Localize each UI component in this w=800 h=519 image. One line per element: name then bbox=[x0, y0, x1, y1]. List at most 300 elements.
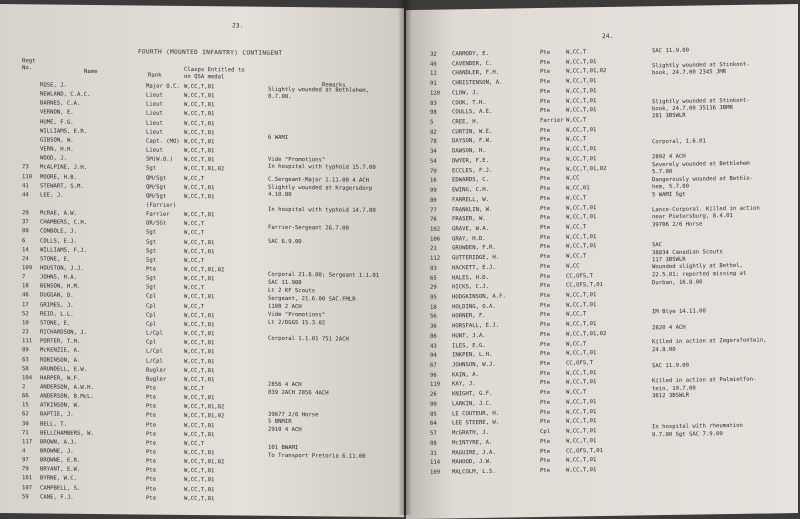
cell-name: CAMPBELL, S. bbox=[40, 485, 81, 492]
remark-line: 38834 Canadian Scouts bbox=[652, 249, 723, 257]
cell-name: WILLIAMS, E.R. bbox=[40, 128, 88, 135]
cell-clasps: W,CC,T bbox=[184, 175, 205, 182]
cell-name: LEE STEERE, W. bbox=[452, 420, 500, 427]
cell-clasps: W,CC,T bbox=[184, 303, 205, 310]
cell-clasps: W,CC,T bbox=[566, 253, 587, 260]
cell-rank: Pte bbox=[146, 467, 157, 474]
remark-line: 6 WAMI bbox=[268, 134, 289, 142]
cell-name: ROSE, J. bbox=[40, 82, 67, 89]
cell-rank: Pte bbox=[540, 224, 551, 232]
cell-clasps: W,CC,T,01 bbox=[566, 88, 597, 95]
cell-name: PORTER, T.H. bbox=[40, 338, 81, 346]
remark-line: Slightly wounded at Bethlehem, bbox=[268, 86, 370, 94]
cell-rank: Pte bbox=[540, 273, 551, 280]
cell-clasps: W,CC,T,01 bbox=[566, 457, 597, 464]
cell-rank: Pte bbox=[540, 244, 551, 251]
cell-clasps: W,CC,T,01 bbox=[184, 495, 215, 502]
remark-line: 117 3BSWLR bbox=[652, 256, 686, 264]
cell-clasps: W,CC,T,01 bbox=[184, 468, 215, 475]
cell-name: CARMODY, E. bbox=[452, 50, 490, 58]
cell-name: CHRISTENSON, A. bbox=[452, 79, 503, 87]
cell-regt-no: 14 bbox=[22, 246, 29, 253]
cell-regt-no: 6 bbox=[22, 237, 26, 244]
cell-rank: Pte bbox=[146, 476, 157, 484]
remark-line: book, 24.7.00 2345 JMR bbox=[652, 69, 727, 77]
right-page bbox=[406, 4, 798, 519]
remark-line: SAC bbox=[652, 242, 663, 249]
cell-regt-no: 29 bbox=[430, 284, 437, 292]
remark-line: 39677 2/6 Horse bbox=[268, 411, 319, 419]
cell-regt-no: 7 bbox=[22, 274, 26, 281]
cell-regt-no: 110 bbox=[22, 173, 33, 180]
cell-regt-no: 91 bbox=[430, 80, 437, 87]
cell-clasps: W,CC,T,01 bbox=[184, 102, 215, 109]
cell-name: McRAE, A.W. bbox=[40, 210, 78, 217]
cell-regt-no: 15 bbox=[22, 402, 29, 409]
cell-name: CANE, F.J. bbox=[40, 494, 74, 501]
cell-clasps: W,CC,T,01 bbox=[184, 431, 215, 438]
remark-line: Corporal 1.1.01 751 2ACH bbox=[268, 335, 349, 343]
cell-regt-no: 95 bbox=[430, 294, 437, 301]
cell-regt-no: 24 bbox=[22, 256, 29, 263]
remark-line: Lt 2 KF Scouts bbox=[268, 287, 316, 295]
cell-rank: Pte bbox=[540, 419, 551, 426]
cell-regt-no: 104 bbox=[22, 375, 33, 382]
cell-clasps: W,CC,T,01 bbox=[184, 193, 215, 201]
cell-rank: Pte bbox=[146, 394, 157, 401]
remark-line: Slightly wounded at Kragersdorp bbox=[268, 184, 373, 192]
cell-rank: Pte bbox=[540, 98, 551, 105]
cell-name: KAY, J. bbox=[452, 381, 476, 388]
cell-regt-no: 90 bbox=[430, 401, 437, 408]
cell-name: MAGUIRE, J.A. bbox=[452, 449, 496, 456]
cell-clasps: W,CC,T,01 bbox=[184, 358, 215, 365]
cell-clasps: W,CC,T bbox=[184, 230, 205, 237]
cell-clasps: W,CC,T,01,02 bbox=[566, 165, 607, 173]
cell-name: WOOD, J. bbox=[40, 155, 67, 162]
cell-clasps: W,CC bbox=[566, 263, 580, 270]
cell-rank: Pte bbox=[540, 263, 551, 270]
cell-regt-no: 34 bbox=[430, 148, 437, 155]
cell-clasps: W,CC,T,01 bbox=[184, 449, 215, 457]
remark-line: 3612 3BSWLR bbox=[652, 392, 690, 400]
remark-line: book, 24.7.00 35116 3BMR bbox=[652, 105, 733, 113]
remark-line: 101 BWAMI bbox=[268, 444, 299, 452]
cell-name: BELL, T. bbox=[40, 420, 67, 428]
cell-name: HUNT, J.A. bbox=[452, 332, 486, 340]
remark-line: IM Blye 14.11.00 bbox=[652, 308, 706, 316]
cell-clasps: W,CC,T,01,02 bbox=[184, 404, 225, 411]
remark-line: 8.7.00. bbox=[268, 93, 292, 101]
cell-regt-no: 57 bbox=[430, 430, 437, 437]
cell-name: BARNES, C.A. bbox=[40, 100, 81, 108]
remark-line: 5 BNMIR bbox=[268, 418, 292, 426]
cell-clasps: W,CC,T,01 bbox=[566, 243, 597, 251]
cell-regt-no: 56 bbox=[430, 314, 437, 321]
cell-name: GIBSON, W. bbox=[40, 137, 74, 144]
cell-regt-no: 18 bbox=[430, 304, 437, 311]
cell-rank: SM(W.O.) bbox=[146, 156, 173, 163]
cell-clasps: W,CC,T,01,02 bbox=[184, 413, 225, 420]
cell-rank: (Farrier) bbox=[146, 202, 177, 209]
cell-rank: Pte bbox=[540, 254, 551, 261]
cell-clasps: W,CC,T,01 bbox=[184, 486, 215, 493]
cell-clasps: W,CC,T,01 bbox=[184, 111, 215, 118]
remark-line: 2910 4 ACH bbox=[268, 426, 302, 434]
cell-clasps: W,CC bbox=[566, 175, 580, 183]
cell-name: VERNON, E. bbox=[40, 109, 74, 117]
cell-rank: L/Cpl bbox=[146, 348, 163, 356]
cell-rank: Pte bbox=[146, 495, 157, 502]
cell-clasps: W,CC,T,01 bbox=[566, 369, 597, 377]
cell-name: EWING, C.H. bbox=[452, 186, 490, 194]
cell-regt-no: 58 bbox=[22, 365, 29, 372]
cell-clasps: W,CC,T,01 bbox=[184, 138, 215, 146]
cell-regt-no: 63 bbox=[22, 356, 29, 363]
cell-regt-no: 117 bbox=[22, 439, 33, 446]
cell-rank: Cpl bbox=[146, 321, 157, 328]
cell-clasps: W,CC,T,01 bbox=[184, 477, 215, 484]
cell-rank: Pte bbox=[146, 431, 157, 438]
cell-clasps: W,CC,T,01 bbox=[184, 367, 215, 374]
cell-regt-no: 80 bbox=[430, 197, 437, 204]
cell-regt-no: 67 bbox=[430, 362, 437, 369]
cell-rank: Pte bbox=[540, 341, 551, 348]
remark-line: 1108 2 ACH bbox=[268, 303, 302, 311]
cell-rank: Pte bbox=[146, 422, 157, 429]
cell-rank: Pte bbox=[540, 59, 551, 66]
book-gutter bbox=[398, 0, 412, 515]
cell-name: GRAVE, W.A. bbox=[452, 225, 490, 233]
cell-clasps: W,CC,T,01 bbox=[184, 276, 215, 283]
cell-name: LARKIN, J.C. bbox=[452, 400, 493, 408]
cell-regt-no: 111 bbox=[22, 338, 33, 345]
cell-clasps: W,CC,T,01 bbox=[566, 214, 597, 221]
cell-clasps: W,CC,T,01 bbox=[566, 126, 597, 134]
cell-rank: Lieut bbox=[146, 101, 163, 109]
cell-clasps: W,CC,T bbox=[566, 224, 587, 231]
cell-rank: Pte bbox=[540, 234, 551, 241]
cell-clasps: W,CC,T,01 bbox=[184, 422, 215, 429]
remark-line: Vide "Promotions" bbox=[268, 311, 326, 319]
cell-rank: Sgt bbox=[146, 248, 157, 255]
cell-name: ILES, E.G. bbox=[452, 342, 486, 350]
cell-rank: Pte bbox=[146, 440, 157, 447]
remark-line: 2892 4 ACH bbox=[652, 153, 686, 161]
cell-name: BROWNE, E.R. bbox=[40, 457, 81, 464]
cell-rank: Sgt bbox=[146, 257, 157, 264]
header-no: No. bbox=[22, 65, 33, 72]
cell-rank: Sgt bbox=[146, 229, 157, 237]
cell-name: COULLS, A.E. bbox=[452, 109, 493, 116]
cell-regt-no: 59 bbox=[22, 493, 29, 501]
cell-rank: Pte bbox=[540, 166, 551, 173]
cell-rank: Pte bbox=[540, 302, 551, 309]
cell-name: LE COUTEUR, H. bbox=[452, 410, 500, 418]
header-rank: Rank bbox=[148, 72, 162, 79]
cell-name: FARRELL, W. bbox=[452, 196, 490, 204]
cell-name: McALPINE, J.H. bbox=[40, 164, 88, 172]
header-clasps-sub: on QSA medal bbox=[184, 73, 225, 81]
cell-rank: Sgt bbox=[146, 284, 157, 291]
remark-line: Corporal 21.6.00; Sergeant 1.1.01 bbox=[268, 271, 380, 279]
remark-line: Lance-Corporal. Killed in action bbox=[652, 205, 760, 214]
remark-line: 2856 4 ACH bbox=[268, 381, 302, 389]
cell-rank: Lieut bbox=[146, 147, 163, 154]
cell-name: KNIGHT, G.F. bbox=[452, 390, 493, 398]
cell-clasps: W,CC,T,01 bbox=[566, 78, 597, 85]
cell-clasps: W,CC,T,01 bbox=[184, 184, 215, 191]
cell-rank: Bugler bbox=[146, 376, 167, 383]
cell-rank: Lieut bbox=[146, 110, 163, 118]
cell-clasps: W,CC,T bbox=[566, 389, 587, 396]
cell-regt-no: 31 bbox=[430, 450, 437, 457]
cell-regt-no: 5 bbox=[430, 119, 434, 126]
cell-name: BAPTIE, J. bbox=[40, 411, 74, 419]
cell-regt-no: 83 bbox=[430, 100, 437, 107]
cell-regt-no: 80 bbox=[22, 228, 29, 235]
cell-rank: Capt. (MO) bbox=[146, 138, 180, 145]
cell-clasps: W,CC,T,01 bbox=[566, 399, 597, 406]
cell-name: FRASER, W. bbox=[452, 216, 486, 223]
cell-rank: Cpl bbox=[146, 339, 157, 346]
cell-clasps: W,CC,T,01 bbox=[184, 312, 215, 319]
cell-name: STONE, E. bbox=[40, 256, 71, 263]
cell-name: COLLS, E.J. bbox=[40, 237, 78, 245]
cell-rank: Pte bbox=[540, 467, 551, 475]
cell-regt-no: 102 bbox=[430, 226, 441, 233]
cell-rank: Pte bbox=[540, 79, 551, 86]
cell-rank: Pte bbox=[540, 176, 551, 183]
cell-name: FRANKLIN, W. bbox=[452, 206, 493, 213]
cell-rank: Cpl bbox=[146, 293, 157, 301]
cell-name: JOHNSON, W.J. bbox=[452, 361, 496, 369]
remark-line: Farrier-Sergeant 26.7.00 bbox=[268, 224, 349, 232]
remark-line: Corporal, 1.6.01 bbox=[652, 138, 706, 146]
cell-name: BYRNE, W.C. bbox=[40, 475, 78, 483]
remark-line: 5 WAMI Sgt bbox=[652, 191, 686, 199]
cell-clasps: CC,OFS,T bbox=[566, 272, 593, 280]
cell-rank: Pte bbox=[540, 370, 551, 377]
cell-regt-no: 49 bbox=[430, 61, 437, 68]
cell-rank: Pte bbox=[540, 409, 551, 416]
cell-rank: QM/Sgt bbox=[146, 184, 167, 191]
cell-rank: Pte bbox=[540, 448, 551, 455]
cell-rank: Pte bbox=[540, 185, 551, 193]
cell-rank: Pte bbox=[146, 266, 157, 273]
cell-name: JOHNS, H.A. bbox=[40, 274, 78, 281]
cell-regt-no: 18 bbox=[22, 283, 29, 290]
cell-name: HORSFALL, E.J. bbox=[452, 322, 500, 330]
remark-line: hem, 5.7.00 bbox=[652, 183, 690, 191]
cell-name: ROBINSON, A. bbox=[40, 356, 81, 364]
cell-regt-no: 79 bbox=[22, 466, 29, 473]
cell-clasps: W,CC,T,01,02 bbox=[566, 330, 607, 338]
cell-name: ANDERSON, B.McL. bbox=[40, 393, 94, 401]
cell-clasps: W,CC,T,01 bbox=[184, 349, 215, 356]
cell-name: ANDERSON, A.W.H. bbox=[40, 384, 94, 391]
cell-regt-no: 98 bbox=[430, 109, 437, 117]
cell-regt-no: 70 bbox=[430, 168, 437, 175]
cell-name: CHAMBERS, C.H. bbox=[40, 219, 88, 227]
cell-rank: Pte bbox=[540, 458, 551, 465]
cell-rank: Pte bbox=[540, 137, 551, 144]
cell-clasps: W,CC,T,01 bbox=[566, 418, 597, 426]
cell-rank: Farrier bbox=[146, 211, 170, 218]
header-clasps: Clasps Entitled to bbox=[184, 66, 245, 74]
cell-rank: Pte bbox=[540, 108, 551, 115]
cell-rank: Pte bbox=[540, 331, 551, 338]
remark-line: Sergeant, 21.6.00 SAC.FMLR bbox=[268, 295, 356, 303]
cell-clasps: W,CC,T,01 bbox=[566, 321, 597, 328]
cell-name: BROWNE, J. bbox=[40, 448, 74, 455]
cell-regt-no: 88 bbox=[430, 440, 437, 447]
cell-name: DAWSON, H. bbox=[452, 148, 486, 155]
cell-name: DUGGAN, D. bbox=[40, 292, 74, 300]
remark-line: In hospital with typhoid 15.7.00 bbox=[268, 163, 376, 171]
cell-name: MAHOOD, J.W. bbox=[452, 459, 493, 466]
cell-regt-no: 71 bbox=[22, 429, 29, 436]
cell-rank: Lieut bbox=[146, 120, 163, 127]
cell-name: CLOW, J. bbox=[452, 89, 479, 97]
cell-rank: Cpl bbox=[146, 303, 157, 310]
cell-clasps: W,CC,T,01 bbox=[566, 437, 597, 445]
cell-regt-no: 54 bbox=[430, 158, 437, 165]
cell-clasps: W,CC,T bbox=[184, 440, 205, 447]
cell-regt-no: 4 bbox=[22, 448, 26, 455]
remark-line: SAC 11.9.00 bbox=[652, 362, 690, 370]
cell-clasps: W,CC,T,01 bbox=[566, 428, 597, 435]
cell-clasps: W,CC,T,01 bbox=[566, 292, 597, 299]
cell-name: CURTIN, W.E. bbox=[452, 128, 493, 136]
remark-line: SAC 11.9.00 bbox=[652, 47, 690, 55]
cell-rank: Bugler bbox=[146, 367, 167, 374]
cell-rank: QM/Sgt bbox=[146, 193, 167, 200]
cell-clasps: W,CC,T,01 bbox=[566, 379, 597, 387]
remark-line: Wounded slightly at Bethel, bbox=[652, 262, 743, 271]
cell-name: ARUNDELL, E.W. bbox=[40, 366, 88, 373]
cell-clasps: W,CC,T,01 bbox=[566, 233, 597, 241]
cell-rank: Pte bbox=[540, 283, 551, 290]
cell-regt-no: 23 bbox=[22, 329, 29, 336]
cell-name: MALCOLM, L.S. bbox=[452, 468, 496, 476]
cell-regt-no: 97 bbox=[22, 457, 29, 464]
cell-name: HOLDING, O.A. bbox=[452, 303, 496, 311]
remark-line: Killed in action at Zegersfontein, bbox=[652, 337, 767, 346]
remark-line: 5.7.00 bbox=[652, 168, 673, 176]
cell-rank: Pte bbox=[540, 127, 551, 134]
cell-name: ATKINSON, W. bbox=[40, 402, 81, 410]
cell-clasps: W,CC,T bbox=[184, 385, 205, 393]
cell-name: CONBOLE, J. bbox=[40, 228, 78, 236]
cell-clasps: W,CC,T bbox=[566, 117, 587, 124]
cell-regt-no: 89 bbox=[22, 347, 29, 354]
cell-rank: Pte bbox=[540, 195, 551, 202]
cell-regt-no: 82 bbox=[430, 129, 437, 136]
cell-rank: Sgt bbox=[146, 239, 157, 246]
cell-rank: Pte bbox=[540, 351, 551, 358]
cell-name: McINTYRE, A. bbox=[452, 439, 493, 447]
cell-clasps: W,CC,T,01 bbox=[566, 58, 597, 66]
remark-line: 8.7.00 Sgt SAC 7.9.00 bbox=[652, 431, 723, 439]
cell-name: STONE, E. bbox=[40, 320, 71, 327]
cell-regt-no: 20 bbox=[22, 210, 29, 217]
cell-regt-no: 107 bbox=[22, 484, 33, 491]
cell-clasps: W,CC,T,01,02 bbox=[566, 68, 607, 76]
cell-name: MOORE, H.B. bbox=[40, 173, 78, 181]
cell-name: McKENZIE, A. bbox=[40, 347, 81, 355]
cell-regt-no: 10 bbox=[22, 320, 29, 327]
cell-clasps: W,CC,T,01 bbox=[566, 97, 597, 105]
remark-line: Durban, 16.8.00 bbox=[652, 279, 703, 287]
cell-regt-no: 120 bbox=[430, 90, 441, 97]
cell-rank: L/Cpl bbox=[146, 358, 163, 365]
cell-clasps: W,CC,T,01,02 bbox=[184, 459, 225, 466]
cell-clasps: CC,OFS,T,01 bbox=[566, 447, 604, 455]
cell-regt-no: 106 bbox=[430, 236, 441, 243]
remark-line: 24.8.00 bbox=[652, 346, 676, 354]
remark-line: tein, 19.7.00 bbox=[652, 385, 696, 393]
cell-rank: L/Cpl bbox=[146, 330, 163, 337]
cell-rank: Pte bbox=[146, 458, 157, 465]
cell-regt-no: 109 bbox=[22, 265, 33, 272]
remark-line: Vide "Promotions" bbox=[268, 156, 326, 164]
cell-clasps: W,CC,T,01 bbox=[566, 408, 597, 416]
cell-clasps: W,CC,T,01 bbox=[566, 156, 597, 163]
cell-name: HODGKINSON, A.F. bbox=[452, 293, 506, 301]
cell-rank: Pte bbox=[540, 438, 551, 445]
cell-name: HOUSTON, J.J. bbox=[40, 265, 84, 272]
cell-regt-no: 44 bbox=[22, 192, 29, 199]
cell-regt-no: 83 bbox=[430, 265, 437, 272]
cell-name: BROWN, A.J. bbox=[40, 439, 78, 446]
cell-name: BENSON, H.M. bbox=[40, 283, 81, 291]
cell-name: ECCLES, F.J. bbox=[452, 167, 493, 175]
cell-regt-no: 66 bbox=[22, 393, 29, 400]
cell-rank: Pte bbox=[146, 385, 157, 392]
cell-clasps: CC,OFS,T,01 bbox=[566, 282, 604, 289]
cell-regt-no: 16 bbox=[430, 178, 437, 185]
cell-regt-no: 77 bbox=[430, 207, 437, 214]
cell-rank: Pte bbox=[540, 390, 551, 397]
remark-line: In hospital with typhoid 14.7.00 bbox=[268, 206, 376, 214]
cell-name: CHANDLER, F.H. bbox=[452, 70, 500, 77]
cell-regt-no: 96 bbox=[430, 372, 437, 379]
cell-name: KAIN, A. bbox=[452, 371, 479, 379]
remark-line: C.Sergeant-Major 1.11.00 4 ACH bbox=[268, 176, 370, 184]
cell-rank: Pte bbox=[540, 156, 551, 163]
contingent-title: FOURTH (MOUNTED INFANTRY) CONTINGENT bbox=[138, 48, 283, 57]
cell-regt-no: 21 bbox=[430, 246, 437, 253]
cell-rank: Pte bbox=[540, 360, 551, 368]
cell-name: HORNER, F. bbox=[452, 313, 486, 320]
cell-name: BRYANT, E.W. bbox=[40, 466, 81, 474]
remark-line: SAC 6.9.00 bbox=[268, 238, 302, 246]
cell-rank: Pte bbox=[540, 88, 551, 95]
cell-name: HUME, F.G. bbox=[40, 119, 74, 126]
cell-rank: Pte bbox=[146, 412, 157, 420]
cell-name: STEWART, S.M. bbox=[40, 183, 84, 190]
cell-rank: Pte bbox=[146, 486, 157, 493]
cell-rank: Sgt bbox=[146, 165, 157, 172]
cell-clasps: W,CC,T bbox=[566, 311, 587, 319]
page-number: 24. bbox=[602, 32, 614, 41]
cell-clasps: W,CC,T,01 bbox=[184, 239, 215, 246]
cell-regt-no: 119 bbox=[430, 382, 441, 389]
cell-rank: OR/SGt bbox=[146, 220, 167, 227]
cell-name: RICHARDSON, J. bbox=[40, 329, 88, 336]
cell-clasps: W,CC,T,01 bbox=[184, 248, 215, 255]
